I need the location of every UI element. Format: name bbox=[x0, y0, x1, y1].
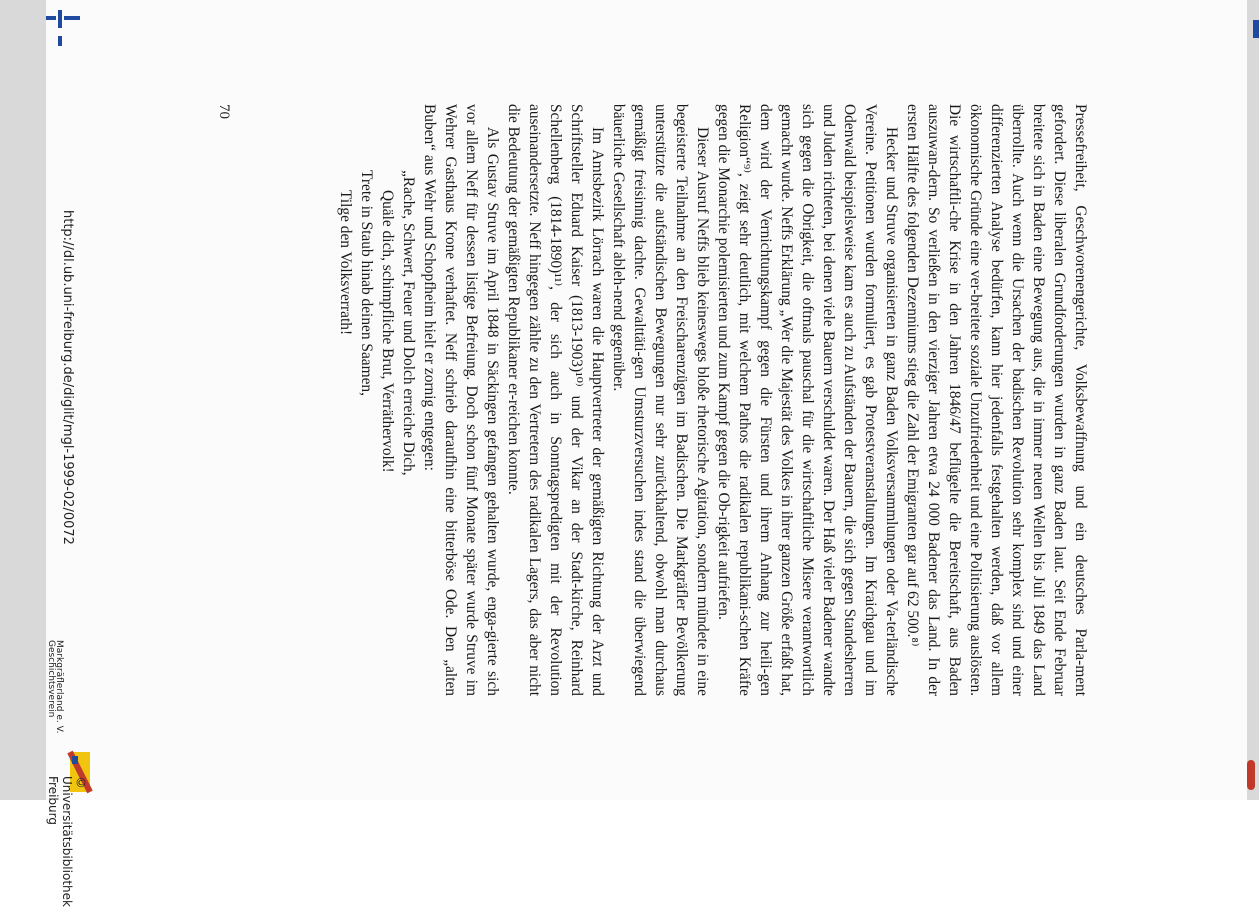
right-edge-crest-icon bbox=[1247, 760, 1255, 790]
paragraph: Dieser Ausruf Neffs blieb keineswegs bloße rhetorische Agitation, sondern mündete in eine begeisterte Teilnahme an den Freischarenzügen im Badischen. Die Markgräfler Bevölkerung unterstützte die aufständischen Bewegungen nur sehr zurückhaltend, obwohl man durchaus gemäßigt freisinnig dachte. Gewalttäti-gen Umsturzversuchen indes stand die überwiegend bäuerliche Gesellschaft ableh-nend gegenüber. bbox=[610, 104, 711, 696]
poem bbox=[335, 110, 419, 696]
poem-line: Trete in Staub hinab deinen Saamen, bbox=[358, 170, 375, 396]
paragraph: Hecker und Struve organisierten in ganz Baden Volksversammlungen oder Va-terländische Vereine. Petitionen wurden formuliert, es gab Protestveranstaltungen. Im Kraichgau und im Odenwald beispielsweise kam es auch zu Aufständen der Bauern, die sich gegen Standesherren und Juden richteten, bei denen viele Bauern verschuldet waren. Der Haß vieler Badener wandte sich gegen die Obrigkeit, die oftmals pauschal für die wirtschaftliche Misere verantwortlich gemacht wurde. Neffs Erklärung „Wer die Majestät des Volkes in ihrer ganzen Größe erfaßt hat, dem wird der Vernichtungskampf gegen die Fürsten und ihrem Anhang zur heili-gen Religion“⁹⁾, zeigt sehr deutlich, mit welchem Pathos die radikalen republikani-schen Kräfte gegen die Monarchie polemisierten und zum Kampf gegen die Ob-rigkeit aufriefen. bbox=[715, 104, 900, 696]
poem-line: Tilge den Volksverrath! bbox=[337, 190, 354, 336]
copyright-notice bbox=[46, 776, 88, 907]
poem-line: Quäle dich, schimpfliche Brut, Verräthervolk! bbox=[379, 190, 396, 473]
scanned-page bbox=[46, 0, 1247, 907]
paragraph: Im Amtsbezirk Lörrach waren die Hauptvertreter der gemäßigten Richtung der Arzt und Schriftsteller Eduard Kaiser (1813-1903)¹⁰⁾ und der Vikar an der Stadt-kirche, Reinhard Schellenberg (1814-1890)¹¹⁾, der sich auch in Sonntagspredigten mit der Revolution auseinandersetzte. Neff hingegen zählte zu den Vertretern des radikalen Lagers, das aber nicht die Bedeutung der gemäßigten Republikaner er-reichen konnte. bbox=[505, 104, 606, 696]
library-logo-icon bbox=[46, 10, 86, 50]
document-url[interactable]: http://dl.ub.uni-freiburg.de/diglit/mgl-1999-02/0072 bbox=[60, 210, 75, 545]
viewer-left-margin bbox=[0, 0, 46, 800]
society-label-2 bbox=[54, 640, 74, 744]
society-line-2: Markgräflerland e. V. bbox=[54, 640, 64, 734]
body-text bbox=[335, 104, 1091, 696]
viewer-right-margin bbox=[1247, 0, 1259, 800]
paragraph: Als Gustav Struve im April 1848 in Säckingen gefangen gehalten wurde, enga-gierte sich vor allem Neff für dessen listige Befreiung. Doch schon fünf Monate später wurde Struve im Wehrer Gasthaus Krone verhaftet. Neff schrieb daraufhin eine bitterböse Ode. Den „alten Buben“ aus Wehr und Schopfheim hielt er zornig entgegen: bbox=[421, 104, 501, 696]
poem-line: „Rache, Schwert, Feuer und Dolch erreiche Dich, bbox=[400, 170, 417, 476]
right-edge-logo-icon bbox=[1253, 20, 1259, 38]
society-line-1: Geschichtsverein bbox=[46, 640, 56, 718]
page-number: 70 bbox=[216, 104, 232, 119]
copyright-text: © Universitätsbibliothek Freiburg bbox=[46, 776, 88, 907]
paragraph: Pressefreiheit, Geschworenengerichte, Volksbewaffnung und ein deutsches Parla-ment gefordert. Diese liberalen Grundforderungen wurden in ganz Baden laut. Seit Ende Februar breitete sich in Baden eine Bewegung aus, die in immer neuen Wellen bis Juli 1849 das Land überrollte. Auch wenn die Ursachen der badischen Revolution sehr komplex sind und einer differenzierten Analyse bedürfen, kann hier jedenfalls festgehalten werden, daß vor allem ökonomische Gründe eine ver-breitete soziale Unzufriedenheit und eine Politisierung auslösten. Die wirtschaftli-che Krise in den Jahren 1846/47 beflügelte die Bereitschaft, aus Baden auszuwan-dern. So verließen in den vierziger Jahren etwa 24 000 Badener das Land. In der ersten Hälfte des folgenden Dezenniums stieg die Zahl der Emigranten gar auf 62 500.⁸⁾ bbox=[904, 104, 1089, 696]
